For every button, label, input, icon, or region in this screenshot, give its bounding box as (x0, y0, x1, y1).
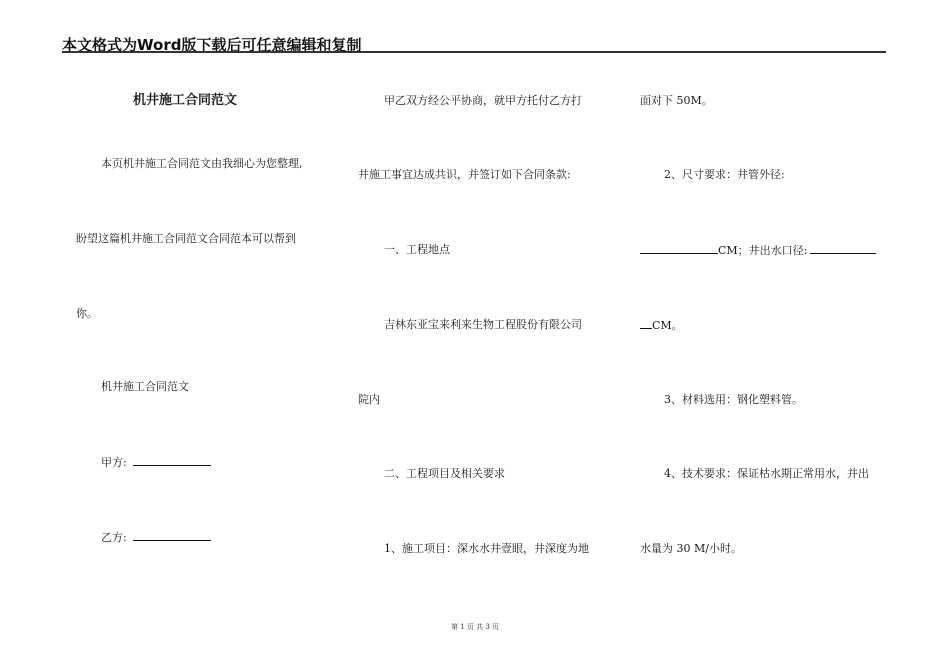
intro-line-1: 本页机井施工合同范文由我细心为您整理, (101, 157, 303, 170)
item-4-line-2: 水量为 30 M/小时。 (640, 542, 742, 555)
col2-line-2: 井施工事宜达成共识，并签订如下合同条款: (358, 168, 571, 181)
page-number: 第 1 页 共 3 页 (450, 623, 500, 631)
party-a-label: 甲方: (101, 456, 127, 469)
size-end-line (640, 318, 683, 332)
item-3-line: 3、材料选用：钢化塑料管。 (664, 393, 803, 406)
outlet-diameter-blank (810, 243, 876, 254)
item-1-line: 1、施工项目：深水水井壹眼，井深度为地 (384, 542, 589, 555)
document-title: 机井施工合同范文 (133, 93, 238, 108)
party-b-label: 乙方: (101, 531, 127, 544)
header-rule (62, 51, 886, 53)
size-end-text: CM。 (652, 319, 683, 332)
section-2-heading: 二、工程项目及相关要求 (384, 467, 505, 480)
party-b-blank (133, 530, 211, 541)
size-line (640, 243, 876, 257)
party-a-blank (133, 455, 211, 466)
section-1-heading: 一、工程地点 (384, 243, 450, 256)
intro-line-2: 盼望这篇机井施工合同范文合同范本可以帮到 (76, 232, 296, 245)
contract-subtitle: 机井施工合同范文 (101, 380, 189, 393)
outer-diameter-blank (640, 243, 718, 254)
location-line-1: 吉林东亚宝来利来生物工程股份有限公司 (384, 318, 582, 331)
outlet-diameter-blank-cont (640, 318, 652, 329)
size-mid-text: CM；井出水口径: (718, 244, 808, 257)
item-4-line-1: 4、技术要求：保证枯水期正常用水，并出 (664, 467, 869, 480)
intro-line-3: 你。 (76, 307, 98, 320)
item-2-line: 2、尺寸要求：井管外径: (664, 168, 785, 181)
document-header: 本文格式为Word版下载后可任意编辑和复制 (62, 36, 362, 54)
party-b-line (101, 530, 211, 544)
col3-line-1: 面对下 50M。 (640, 94, 713, 107)
location-line-2: 院内 (358, 393, 380, 406)
col2-line-1: 甲乙双方经公平协商，就甲方托付乙方打 (384, 94, 582, 107)
party-a-line (101, 455, 211, 469)
